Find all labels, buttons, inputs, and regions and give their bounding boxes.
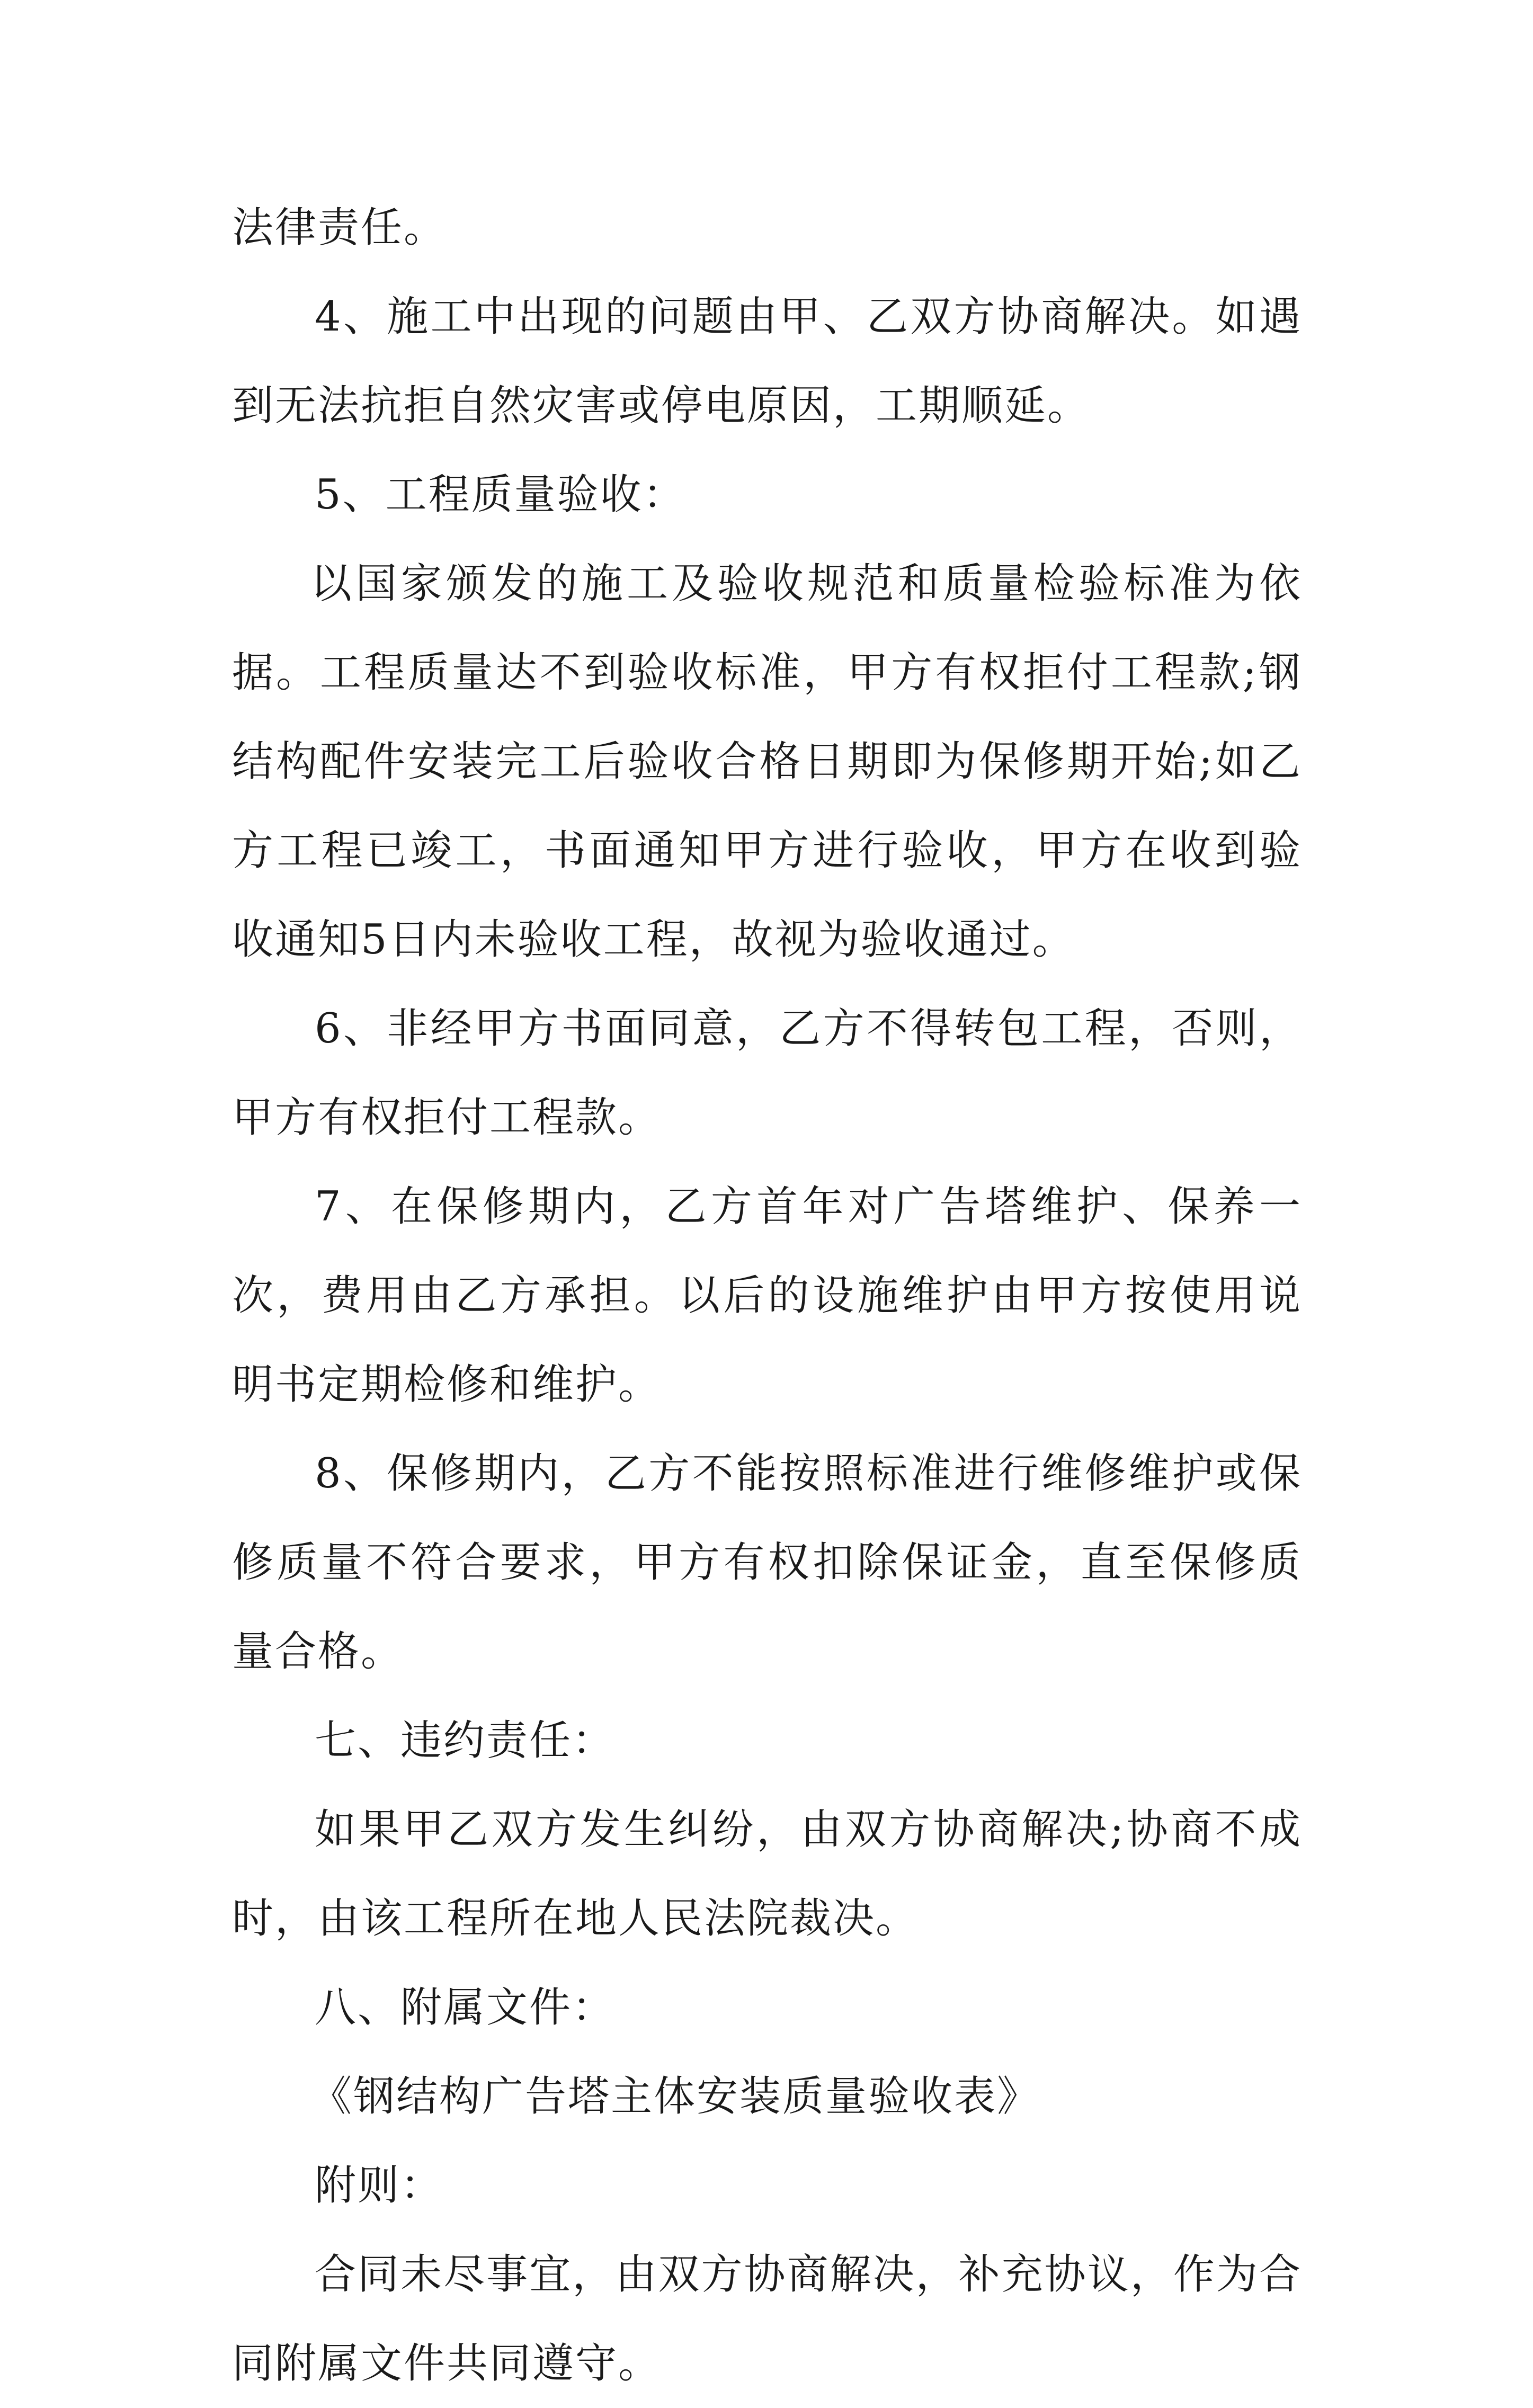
paragraph-clause-6: 6、非经甲方书面同意，乙方不得转包工程，否则，甲方有权拒付工程款。 [232, 1005, 1302, 1141]
paragraph-quality-acceptance: 以国家颁发的施工及验收规范和质量检验标准为依据。工程质量达不到验收标准，甲方有权拒付工程款;钢结构配件安装完工后验收合格日期即为保修期开始;如乙方工程已竣工，书面通知甲方进行验收，甲方在收到验收通知5日内未验收工程，故视为验收通过。 [232, 560, 1302, 964]
paragraph-attachment-title: 《钢结构广告塔主体安装质量验收表》 [310, 2073, 1040, 2120]
paragraph-clause-7: 7、在保修期内，乙方首年对广告塔维护、保养一次，费用由乙方承担。以后的设施维护由甲方按使用说明书定期检修和维护。 [232, 1183, 1302, 1408]
section-heading-attachments: 八、附属文件： [315, 1984, 616, 2031]
paragraph-legal-liability-end: 法律责任。 [232, 204, 447, 252]
section-heading-supplementary: 附则： [315, 2162, 444, 2209]
paragraph-supplementary-terms: 合同未尽事宜，由双方协商解决，补充协议，作为合同附属文件共同遵守。 [232, 2251, 1302, 2387]
section-heading-breach: 七、违约责任： [315, 1717, 616, 1764]
paragraph-clause-4: 4、施工中出现的问题由甲、乙双方协商解决。如遇到无法抗拒自然灾害或停电原因，工期顺延。 [232, 293, 1302, 430]
paragraph-clause-8: 8、保修期内，乙方不能按照标准进行维修维护或保修质量不符合要求，甲方有权扣除保证金，直至保修质量合格。 [232, 1450, 1302, 1675]
document-body [232, 183, 1302, 2408]
paragraph-clause-5-heading: 5、工程质量验收： [315, 471, 686, 519]
paragraph-breach-resolution: 如果甲乙双方发生纠纷，由双方协商解决;协商不成时，由该工程所在地人民法院裁决。 [232, 1806, 1302, 1942]
